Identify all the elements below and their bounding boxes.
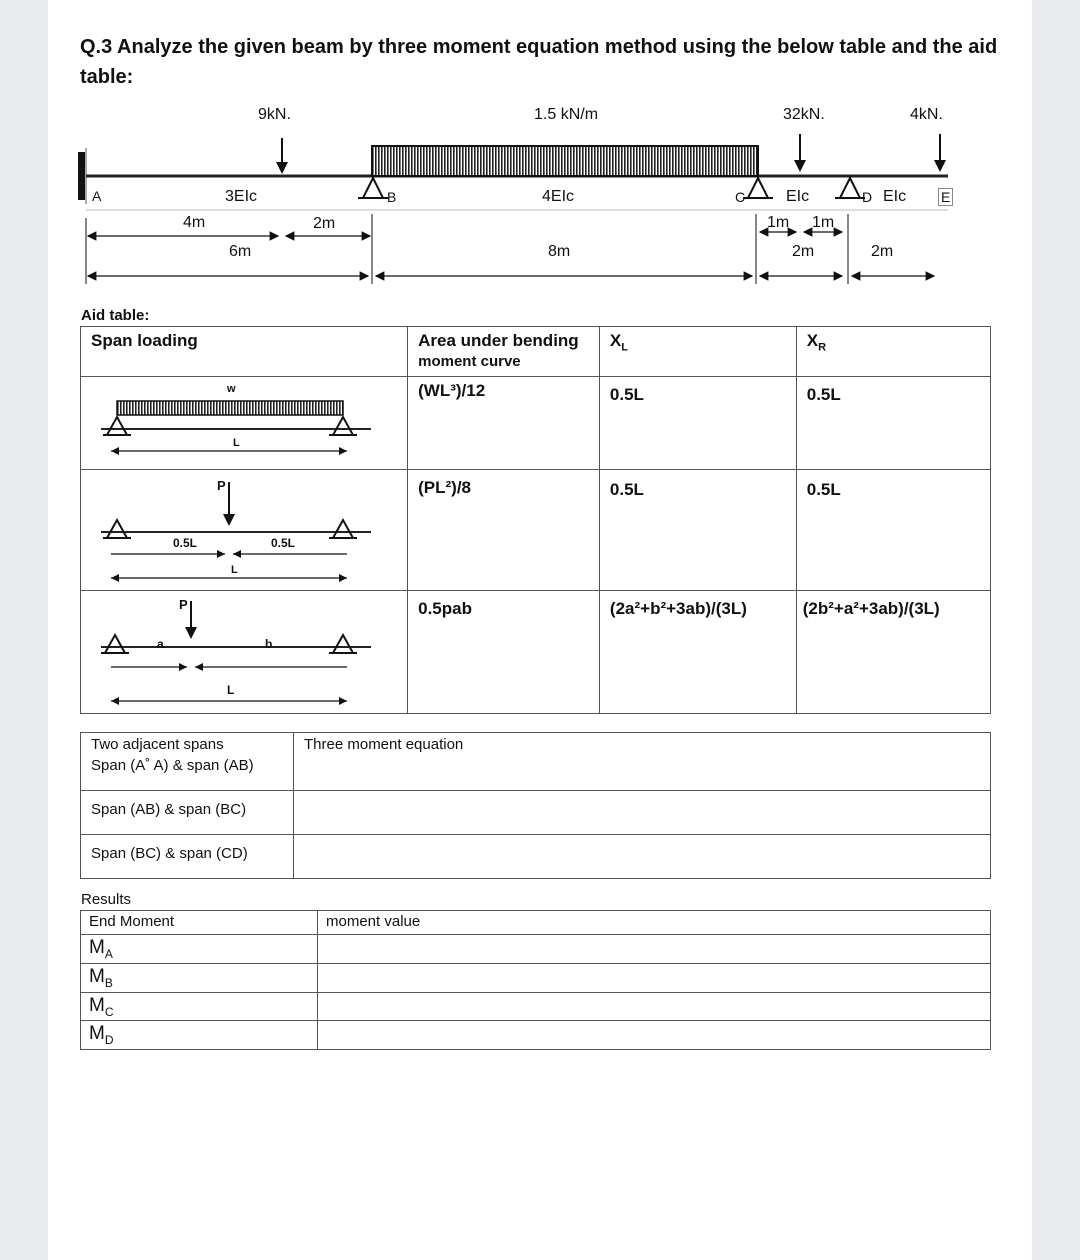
tm-header-equation: Three moment equation — [294, 733, 991, 791]
result-value-md[interactable] — [318, 1021, 991, 1050]
result-value-ma[interactable] — [318, 935, 991, 964]
load-arrow-9kn — [276, 138, 288, 174]
result-label-mc: $M_C$ — [81, 992, 318, 1021]
load-arrow-32kn — [794, 134, 806, 172]
result-label-mb: $M_B$ — [81, 963, 318, 992]
aid-xr-center-load: 0.5L — [796, 470, 990, 591]
result-label-md: $M_D$ — [81, 1021, 318, 1050]
load-label-32kn: 32kN. — [783, 106, 825, 123]
udl-block — [372, 146, 758, 176]
aid-table — [80, 326, 991, 714]
aid-area-center-load: (PL²)/8 — [408, 470, 600, 591]
question-text: Q.3 Analyze the given beam by three moment equation method using the below table and the aid table: — [80, 36, 998, 88]
dim-1m-b: 1m — [812, 214, 835, 231]
aid-fig-center-load: P 0.5L 0.5L L — [81, 470, 408, 591]
result-label-ma: $M_A$ — [81, 935, 318, 964]
support-c — [743, 178, 773, 198]
dim-4m: 4m — [183, 214, 206, 231]
aid-header-area: Area under bending moment curve — [408, 327, 600, 377]
aid-row-center-load — [81, 470, 991, 591]
load-arrow-4kn — [934, 134, 946, 172]
results-table — [80, 910, 991, 1050]
load-label-4kn: 4kN. — [910, 106, 943, 123]
dim-1m-a: 1m — [767, 214, 790, 231]
tm-row-2-equation[interactable] — [294, 791, 991, 835]
results-header-end-moment: End Moment — [81, 911, 318, 935]
aid-table-title: Aid table: — [81, 307, 150, 324]
aid-xl-offset-load: (2a²+b²+3ab)/(3L) — [599, 591, 796, 714]
support-label-c: C — [735, 189, 746, 205]
aid-area-offset-load: 0.5pab — [408, 591, 600, 714]
aid-fig-offset-load: P a b L — [81, 591, 408, 714]
aid-header-xl: $X_L$ — [599, 327, 796, 377]
load-label-9kn: 9kN. — [258, 106, 291, 123]
tm-row-3-equation[interactable] — [294, 835, 991, 879]
results-title: Results — [81, 891, 132, 908]
aid-row-udl — [81, 377, 991, 470]
three-moment-table — [80, 732, 991, 879]
support-label-a: A — [92, 188, 102, 204]
fixed-support-a — [78, 152, 85, 200]
aid-header-span-loading: Span loading — [81, 327, 408, 377]
dim-8m: 8m — [548, 243, 571, 260]
tm-row-2-spans: Span (AB) & span (BC) — [81, 791, 294, 835]
tm-row-3-spans: Span (BC) & span (CD) — [81, 835, 294, 879]
dim-2m-cd: 2m — [792, 243, 815, 260]
aid-xr-offset-load: (2b²+a²+3ab)/(3L) — [796, 591, 990, 714]
support-b — [358, 178, 388, 198]
result-value-mc[interactable] — [318, 992, 991, 1021]
stiffness-cd: EIc — [786, 188, 810, 205]
stiffness-de: EIc — [883, 188, 907, 205]
aid-row-offset-load — [81, 591, 991, 714]
aid-fig-udl: w L — [81, 377, 408, 470]
support-label-e: E — [938, 188, 953, 206]
aid-header-xr: $X_R$ — [796, 327, 990, 377]
result-value-mb[interactable] — [318, 963, 991, 992]
dim-2m-b: 2m — [313, 215, 336, 232]
stiffness-bc: 4EIc — [542, 188, 575, 205]
udl-label: 1.5 kN/m — [534, 106, 599, 123]
dim-6m: 6m — [229, 243, 252, 260]
aid-xl-center-load: 0.5L — [599, 470, 796, 591]
support-label-d: D — [862, 189, 873, 205]
tm-row-1-spans: Two adjacent spans Span (A˚ A) & span (AB) — [81, 733, 294, 791]
support-d — [835, 178, 865, 198]
aid-xl-udl: 0.5L — [599, 377, 796, 470]
stiffness-ab: 3EIc — [225, 188, 258, 205]
beam-diagram — [0, 0, 1080, 300]
aid-area-udl: (WL³)/12 — [408, 377, 600, 470]
aid-xr-udl: 0.5L — [796, 377, 990, 470]
results-header-moment-value: moment value — [318, 911, 991, 935]
support-label-b: B — [387, 189, 397, 205]
dim-2m-de: 2m — [871, 243, 894, 260]
